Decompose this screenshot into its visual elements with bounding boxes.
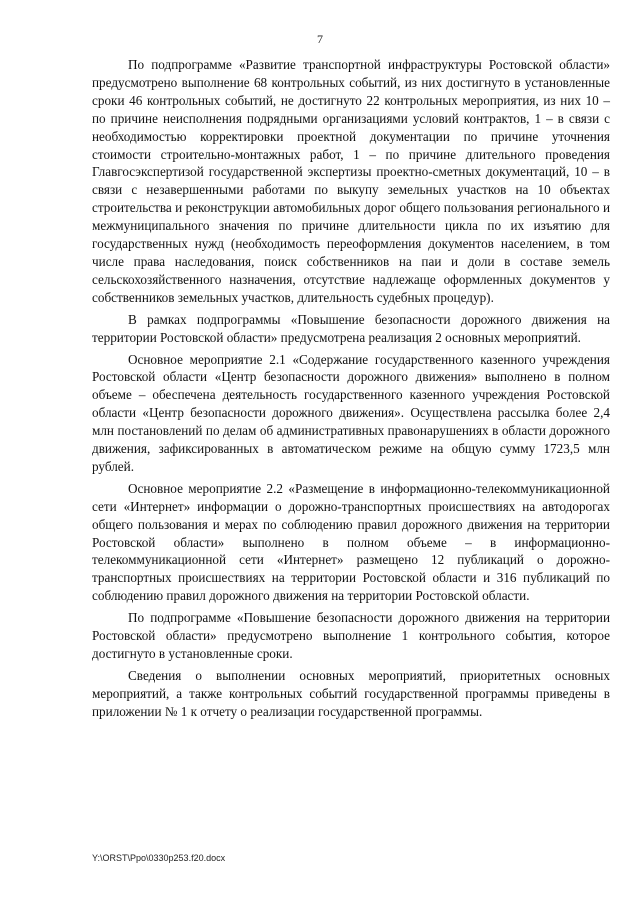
document-body <box>92 56 610 725</box>
page-number: 7 <box>317 32 323 46</box>
paragraph-transport-subprogram: По подпрограмме «Развитие транспортной инфраструктуры Ростовской области» предусмотрено выполнение 68 контрольных событий, из них достигнуто в установленные сроки 46 контрольных событий, не достигнуто 22 контрольных мероприятия, из них 10 – по причине неисполнения подрядными организациями условий контрактов, 1 – в связи с необходимостью корректировки проектной документации по причине уточнения стоимости строительно-монтажных работ, 1 – по причине длительного проведения Главгосэкспертизой государственной экспертизы проектно-сметных документаций, 10 – в связи с незавершенными работами по выкупу земельных участков на 10 объектах строительства и реконструкции автомобильных дорог общего пользования регионального и межмуниципального значения по причине длительности цикла по их изъятию для государственных нужд (необходимость переоформления документов населением, в том числе права наследования, поиск собственников на паи и доли в составе земель сельскохозяйственного назначения, отсутствие надлежаще оформленных документов у собственников земельных участков, длительность судебных процедур). <box>92 57 610 305</box>
paragraph-measure-2-1: Основное мероприятие 2.1 «Содержание государственного казенного учреждения Ростовской области «Центр безопасности дорожного движения» выполнено в полном объеме – обеспечена деятельность государственного казенного учреждения Ростовской области «Центр безопасности дорожного движения». Осуществлена рассылка более 2,4 млн постановлений по делам об административных правонарушениях в области дорожного движения, зафиксированных в автоматическом режиме на общую сумму 1723,5 млн рублей. <box>92 351 610 474</box>
paragraph-safety-control-event: По подпрограмме «Повышение безопасности дорожного движения на территории Ростовской области» предусмотрено выполнение 1 контрольного события, которое достигнуто в установленные сроки. <box>92 610 610 661</box>
paragraph-appendix-reference: Сведения о выполнении основных мероприятий, приоритетных основных мероприятий, а также контрольных событий государственной программы приведены в приложении № 1 к отчету о реализации государственной программы. <box>92 667 610 719</box>
footer-file-path: Y:\ORST\Ppo\0330p253.f20.docx <box>92 853 226 863</box>
paragraph-safety-subprogram-intro: В рамках подпрограммы «Повышение безопасности дорожного движения на территории Ростовской области» предусмотрена реализация 2 основных мероприятий. <box>92 311 610 345</box>
paragraph-measure-2-2: Основное мероприятие 2.2 «Размещение в информационно-телекоммуникационной сети «Интернет» информации о дорожно-транспортных происшествиях на автодорогах общего пользования и мерах по соблюдению правил дорожного движения на территории Ростовской области» выполнено в полном объеме – в информационно-телекоммуникационной сети «Интернет» размещено 12 публикаций о дорожно-транспортных происшествиях на территории Ростовской области и 316 публикаций по соблюдению правил дорожного движения на территории Ростовской области. <box>92 480 610 604</box>
